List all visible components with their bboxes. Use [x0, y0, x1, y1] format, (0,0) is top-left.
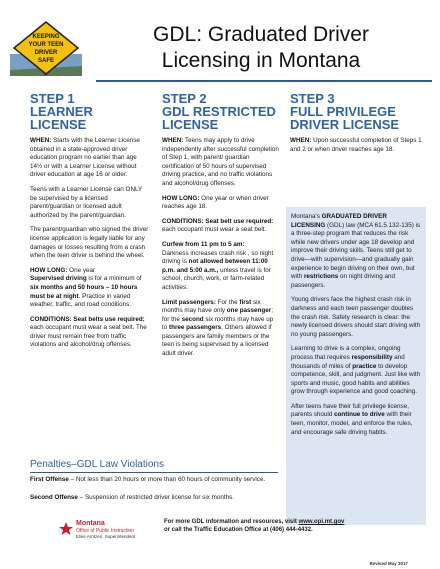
- keep-teen-safe-logo: [10, 20, 82, 76]
- footer-line2: or call the Traffic Education Office at (406) 444-4432.: [164, 527, 313, 534]
- first-offense: First Offense – Not less than 20 hours or more than 60 hours of community service.: [30, 476, 266, 483]
- step3-name1: FULL PRIVILEGE: [290, 104, 396, 119]
- step2-name2: LICENSE: [162, 117, 219, 132]
- page-title: [96, 22, 426, 74]
- opi-name: Montana: [76, 520, 105, 527]
- title-line2: Licensing in Montana: [161, 49, 361, 72]
- box-gdl-law: Montana's GRADUATED DRIVER LICENSING (GDL) law (MCA 61.5.132-135) is a three-step program that reduces the risk while new drivers under age 18 develop and improve their driving skills. Teens still get to drive—with supervision—and gradually gain experience to begin driving on their own, but with restrictions on night driving and passengers.: [291, 213, 421, 289]
- logo-line3: DRIVER: [34, 50, 58, 56]
- step1-number: STEP 1: [30, 91, 75, 106]
- title-line1: GDL: Graduated Driver: [153, 23, 369, 46]
- step2-limit-passengers: Limit passengers: For the first six months may have only one passenger; for the second six months may have up to three passengers. Others allowed if passengers are family members or the teen is being supervised by a licensed adult driver.: [162, 298, 274, 358]
- step2-column: [162, 92, 280, 359]
- second-offense: Second Offense – Suspension of restricted driver license for six months.: [30, 494, 235, 501]
- step1-name1: LEARNER: [30, 104, 93, 119]
- footer-url-link[interactable]: www.opi.mt.gov: [298, 519, 345, 525]
- footer-info: [164, 518, 414, 534]
- step2-name1: GDL RESTRICTED: [162, 104, 276, 119]
- step1-column: [30, 92, 150, 350]
- opi-superintendent: Elsie Arntzen, Superintendent: [76, 534, 136, 539]
- penalties-rule: [30, 472, 278, 473]
- opi-star-icon: [58, 521, 74, 537]
- step1-how-long: HOW LONG: One year: [30, 266, 96, 274]
- step2-number: STEP 2: [162, 91, 207, 106]
- step3-number: STEP 3: [290, 91, 335, 106]
- penalties-title: Penalties–GDL Law Violations: [30, 459, 164, 470]
- step3-when: WHEN: Upon successful completion of Steps 1 and 2 or when driver reaches age 18.: [290, 137, 422, 153]
- footer-line1: For more GDL information and resources, visit: [164, 519, 299, 525]
- step2-curfew-heading: Curfew from 11 pm to 5 am:: [162, 240, 245, 248]
- step2-curfew-text: Darkness increases crash risk , so night driving is not allowed between 11:00 p.m. and 5:00 a.m., unless travel is for school, church, work, or farm-related activities.: [162, 249, 274, 291]
- opi-logo-text: [76, 520, 176, 540]
- step2-conditions: CONDITIONS: Seat belt use required: each occupant must wear a seat belt.: [162, 217, 274, 234]
- logo-line1: KEEPING: [32, 34, 60, 40]
- step3-column: [290, 92, 424, 154]
- step1-supervision: Teens with a Learner License can ONLY be supervised by a licensed parent/guardian or licensed adult authorized by the parent/guardian.: [30, 185, 143, 219]
- step2-how-long: HOW LONG: One year or when driver reaches age 18.: [162, 194, 269, 211]
- revised-date: Revised May 2017: [369, 561, 408, 566]
- logo-line4: SAFE: [37, 58, 55, 64]
- logo-line2: YOUR TEEN: [28, 42, 64, 48]
- box-full-license: After teens have their full privilege license, parents should continue to drive with their teen, monitor, model, and enforce the rules, and encourage safe driving habits.: [291, 402, 413, 436]
- step3-name2: DRIVER LICENSE: [290, 117, 400, 132]
- step1-when: WHEN: Starts with the Learner License obtained in a state-approved driver education program no earlier than age 14½ or with a Learner License without driver education at age 16 or older.: [30, 137, 140, 179]
- opi-office: Office of Public Instruction: [76, 528, 134, 534]
- title-rule: [96, 80, 432, 82]
- step2-when: WHEN: Teens may apply to drive independently after successful completion of Step 1, with parent/ guardian certification of 50 hours of supervised driving practice, and no traffic violations and alcohol/drug offenses.: [162, 137, 279, 187]
- gdl-info-box: [286, 207, 426, 525]
- step1-supervised-driving: Supervised driving is for a minimum of six months and 50 hours – 10 hours must be at night. Practice in varied weather, traffic, and road conditions.: [30, 275, 142, 309]
- step1-liability: The parent/guardian who signed the driver license application is legally liable for any damages or losses resulting from a crash when the teen driver is behind the wheel.: [30, 226, 149, 260]
- step1-name2: LICENSE: [30, 117, 87, 132]
- box-learning: Learning to drive is a complex, ongoing process that requires responsibility and thousands of miles of practice to develop competence, skill, and judgment. Just like with sports and music, good habits and abilities grow through experience and good coaching.: [291, 345, 421, 396]
- step1-conditions: CONDITIONS: Seat belts use required: each occupant must wear a seat belt. The driver must remain free from traffic violations and alcohol/drug offenses.: [30, 315, 147, 349]
- box-crash-risk: Young drivers face the highest crash risk in darkness and each teen passenger doubles the crash risk. Safety research is clear: the newly licensed drivers should start driving with no young passengers.: [291, 296, 421, 338]
